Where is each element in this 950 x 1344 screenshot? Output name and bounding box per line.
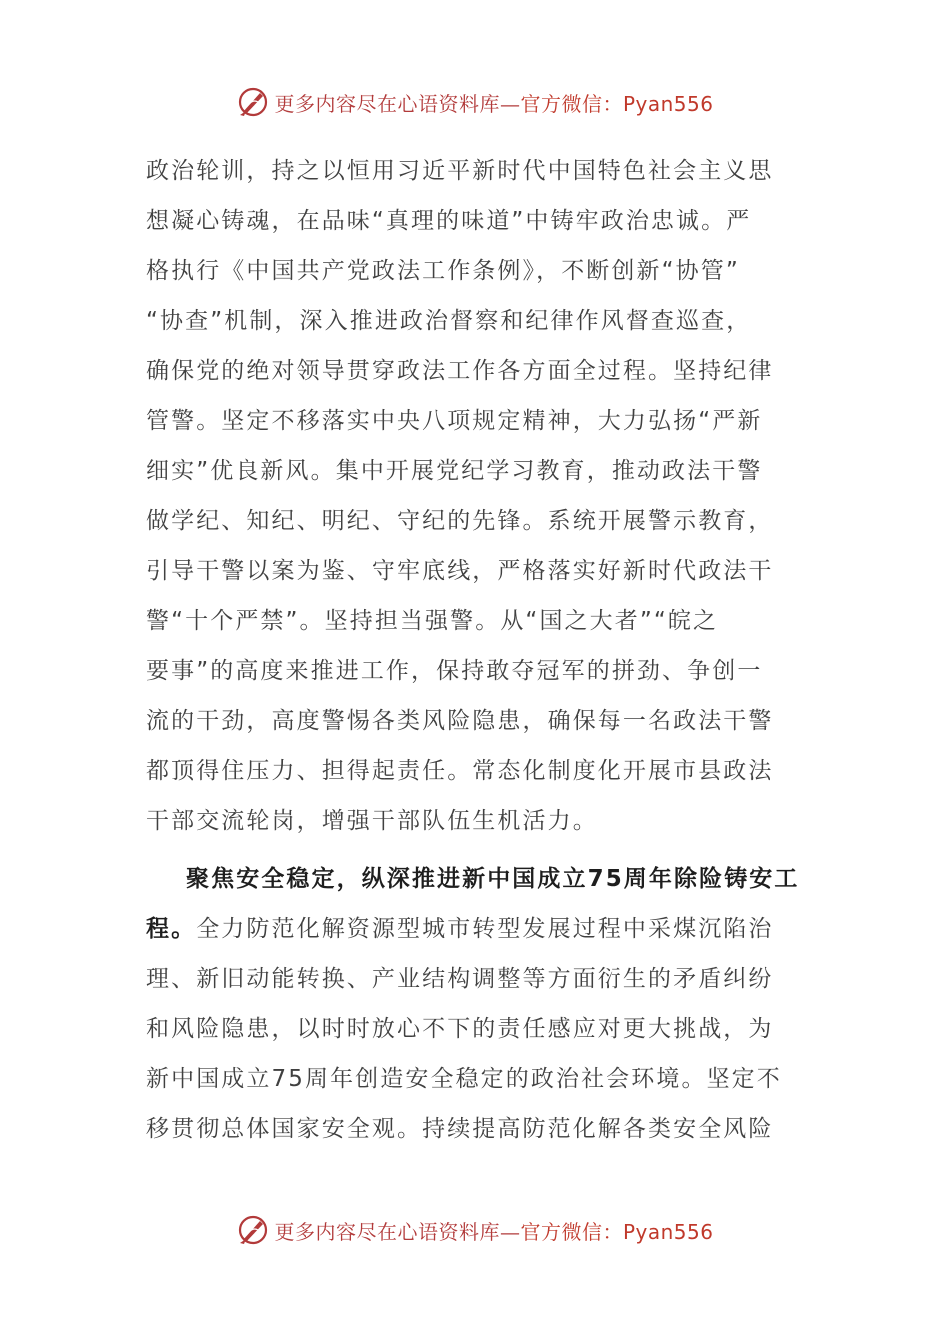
text-line: 移贯彻总体国家安全观。持续提高防范化解各类安全风险 — [146, 1116, 774, 1142]
text-line: 确保党的绝对领导贯穿政法工作各方面全过程。坚持纪律 — [146, 358, 774, 384]
footer-banner — [0, 1210, 950, 1250]
pen-logo-icon — [236, 85, 270, 119]
section-heading-end: 程。 — [146, 916, 197, 942]
text-line: 格执行《中国共产党政法工作条例》，不断创新“协管” — [146, 258, 740, 284]
text-line: 管警。坚定不移落实中央八项规定精神，大力弘扬“严新 — [146, 408, 763, 434]
header-banner — [0, 82, 950, 122]
document-body — [146, 146, 806, 1154]
text-line: 要事”的高度来推进工作，保持敢夺冠军的拼劲、争创一 — [146, 658, 763, 684]
text-line: 新中国成立75周年创造安全稳定的政治社会环境。坚定不 — [146, 1066, 782, 1092]
text-line: 都顶得住压力、担得起责任。常态化制度化开展市县政法 — [146, 758, 774, 784]
section-heading: 聚焦安全稳定，纵深推进新中国成立75周年除险铸安工 — [186, 866, 800, 892]
text-line — [146, 904, 806, 954]
text-line: 和风险隐患，以时时放心不下的责任感应对更大挑战，为 — [146, 1016, 774, 1042]
pen-logo-icon — [236, 1213, 270, 1247]
text-line: 理、新旧动能转换、产业结构调整等方面衍生的矛盾纠纷 — [146, 966, 774, 992]
header-banner-text: 更多内容尽在心语资料库—官方微信：Pyan556 — [274, 91, 714, 116]
text-line: 引导干警以案为鉴、守牢底线，严格落实好新时代政法干 — [146, 558, 774, 584]
text-line: “协查”机制，深入推进政治督察和纪律作风督查巡查， — [146, 308, 752, 334]
text-line-rest: 全力防范化解资源型城市转型发展过程中采煤沉陷治 — [196, 916, 774, 942]
text-line: 干部交流轮岗，增强干部队伍生机活力。 — [146, 808, 598, 834]
text-line: 细实”优良新风。集中开展党纪学习教育，推动政法干警 — [146, 458, 763, 484]
text-line: 流的干劲，高度警惕各类风险隐患，确保每一名政法干警 — [146, 708, 774, 734]
text-line: 政治轮训，持之以恒用习近平新时代中国特色社会主义思 — [146, 158, 774, 184]
text-line: 做学纪、知纪、明纪、守纪的先锋。系统开展警示教育， — [146, 508, 774, 534]
text-line: 警“十个严禁”。坚持担当强警。从“国之大者”“皖之 — [146, 608, 719, 634]
text-line: 想凝心铸魂，在品味“真理的味道”中铸牢政治忠诚。严 — [146, 208, 752, 234]
footer-banner-text: 更多内容尽在心语资料库—官方微信：Pyan556 — [274, 1219, 714, 1244]
